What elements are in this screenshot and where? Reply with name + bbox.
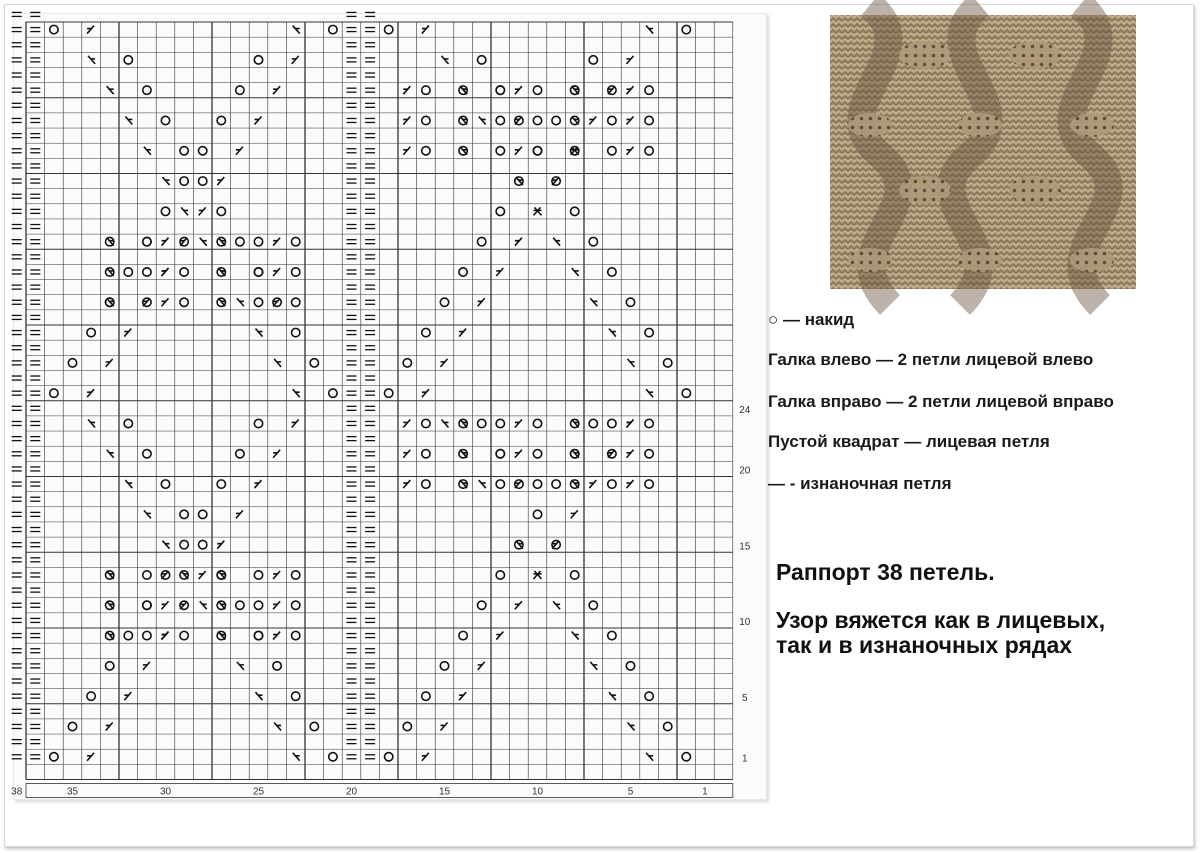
k2tog-left-symbol xyxy=(589,116,596,124)
yo-symbol xyxy=(292,571,300,579)
k2tog-left-symbol xyxy=(627,419,634,427)
k2tog-left-symbol xyxy=(236,510,243,518)
yo-symbol xyxy=(143,450,151,458)
yo-symbol xyxy=(273,662,281,670)
k2tog-right-symbol xyxy=(274,722,281,730)
k2tog-left-symbol xyxy=(571,510,578,518)
k2tog-left-symbol xyxy=(478,298,485,306)
k2tog-right-symbol xyxy=(572,268,579,276)
yo-symbol xyxy=(589,56,597,64)
yo-symbol xyxy=(589,237,597,245)
yo-symbol xyxy=(571,207,579,215)
k2tog-left-symbol xyxy=(627,450,634,458)
k2tog-right-symbol xyxy=(237,298,244,306)
k2tog-left-symbol xyxy=(422,753,429,761)
yo-symbol xyxy=(496,207,504,215)
column-number-label: 35 xyxy=(66,786,79,798)
k2tog-left-symbol xyxy=(403,480,410,488)
k2tog-left-symbol xyxy=(459,329,466,337)
legend-k2tog-left: Галка влево — 2 петли лицевой влево xyxy=(768,350,1094,369)
k2tog-left-symbol xyxy=(273,601,280,609)
k2tog-left-symbol xyxy=(162,268,169,276)
yo-symbol xyxy=(254,571,262,579)
yo-symbol xyxy=(608,147,616,155)
yo-symbol xyxy=(68,722,76,730)
k2tog-right-symbol xyxy=(274,359,281,367)
k2tog-right-symbol xyxy=(628,722,635,730)
yo-symbol xyxy=(422,86,430,94)
k2tog-right-symbol xyxy=(479,116,486,124)
yo-symbol xyxy=(180,298,188,306)
k2tog-left-symbol xyxy=(627,86,634,94)
k2tog-left-symbol xyxy=(496,268,503,276)
k2tog-right-symbol xyxy=(293,26,300,34)
k2tog-left-symbol xyxy=(255,480,262,488)
yo-symbol xyxy=(422,147,430,155)
k2tog-right-symbol xyxy=(293,753,300,761)
k2tog-left-symbol xyxy=(515,450,522,458)
k2tog-left-symbol xyxy=(273,632,280,640)
yo-symbol xyxy=(496,86,504,94)
yo-symbol xyxy=(254,56,262,64)
row-number-label: 1 xyxy=(742,753,748,765)
yo-symbol xyxy=(403,359,411,367)
k2tog-right-symbol xyxy=(553,601,560,609)
k2tog-right-symbol xyxy=(125,480,132,488)
yo-symbol xyxy=(143,571,151,579)
yo-symbol xyxy=(645,692,653,700)
yo-symbol xyxy=(217,116,225,124)
yo-symbol xyxy=(292,268,300,276)
yo-symbol xyxy=(161,207,169,215)
yo-symbol xyxy=(533,86,541,94)
column-number-label: 30 xyxy=(159,786,172,798)
k2tog-left-symbol xyxy=(478,662,485,670)
k2tog-right-symbol xyxy=(256,329,263,337)
k2tog-left-symbol xyxy=(627,56,634,64)
chart-grid xyxy=(11,14,766,799)
yo-symbol xyxy=(199,147,207,155)
k2tog-left-symbol xyxy=(162,238,169,246)
yo-symbol xyxy=(589,601,597,609)
yo-symbol xyxy=(645,147,653,155)
yo-symbol xyxy=(236,601,244,609)
k2tog-left-symbol xyxy=(273,268,280,276)
k2tog-right-symbol xyxy=(553,238,560,246)
yo-symbol xyxy=(50,25,58,33)
k2tog-left-symbol xyxy=(273,238,280,246)
column-number-label: 38 xyxy=(11,786,23,798)
legend-knit: Пустой квадрат — лицевая петля xyxy=(768,432,1050,451)
yo-symbol xyxy=(682,753,690,761)
yo-symbol xyxy=(385,753,393,761)
yo-symbol xyxy=(552,480,560,488)
yo-symbol xyxy=(422,419,430,427)
k2tog-left-symbol xyxy=(627,116,634,124)
yo-symbol xyxy=(143,237,151,245)
k2tog-right-symbol xyxy=(628,359,635,367)
k2tog-left-symbol xyxy=(403,419,410,427)
yo-symbol xyxy=(217,207,225,215)
k2tog-left-symbol xyxy=(403,86,410,94)
k2tog-left-symbol xyxy=(217,177,224,185)
k2tog-right-symbol xyxy=(200,601,207,609)
k2tog-left-symbol xyxy=(515,601,522,609)
yo-symbol xyxy=(236,86,244,94)
yo-symbol xyxy=(664,722,672,730)
k2tog-right-symbol xyxy=(144,510,151,518)
yo-symbol xyxy=(385,25,393,33)
yo-symbol xyxy=(478,419,486,427)
yo-symbol xyxy=(292,601,300,609)
yo-symbol xyxy=(608,419,616,427)
k2tog-left-symbol xyxy=(217,541,224,549)
yo-symbol xyxy=(236,237,244,245)
yo-symbol xyxy=(440,298,448,306)
k2tog-left-symbol xyxy=(87,389,94,397)
yo-symbol xyxy=(180,268,188,276)
k2tog-left-symbol xyxy=(441,722,448,730)
yo-symbol xyxy=(403,722,411,730)
k2tog-left-symbol xyxy=(515,86,522,94)
k2tog-right-symbol xyxy=(609,692,616,700)
k2tog-left-symbol xyxy=(422,389,429,397)
yo-symbol xyxy=(664,359,672,367)
yo-symbol xyxy=(254,419,262,427)
k2tog-left-symbol xyxy=(459,692,466,700)
yo-symbol xyxy=(329,25,337,33)
yo-symbol xyxy=(496,480,504,488)
k2tog-right-symbol xyxy=(479,480,486,488)
yo-symbol xyxy=(199,177,207,185)
yo-symbol xyxy=(645,450,653,458)
k2tog-right-symbol xyxy=(646,753,653,761)
swatch-texture xyxy=(830,15,1136,289)
yo-symbol xyxy=(143,631,151,639)
k2tog-left-symbol xyxy=(403,450,410,458)
yo-symbol xyxy=(682,25,690,33)
yo-symbol xyxy=(589,419,597,427)
k2tog-right-symbol xyxy=(646,26,653,34)
legend-yo: ○ — накид xyxy=(768,310,855,329)
yo-symbol xyxy=(533,480,541,488)
k2tog-left-symbol xyxy=(106,722,113,730)
k2tog-left-symbol xyxy=(292,419,299,427)
yo-symbol xyxy=(161,480,169,488)
column-number-label: 1 xyxy=(702,786,708,798)
k2tog-left-symbol xyxy=(496,632,503,640)
yo-symbol xyxy=(292,631,300,639)
legend-k2tog-right: Галка вправо — 2 петли лицевой вправо xyxy=(768,392,1114,411)
k2tog-right-symbol xyxy=(88,56,95,64)
k2tog-left-symbol xyxy=(589,480,596,488)
column-number-label: 10 xyxy=(531,786,544,798)
yo-symbol xyxy=(422,116,430,124)
yo-symbol xyxy=(106,662,114,670)
k2tog-right-symbol xyxy=(144,147,151,155)
yo-symbol xyxy=(496,419,504,427)
yo-symbol xyxy=(292,237,300,245)
yo-symbol xyxy=(68,359,76,367)
yo-symbol xyxy=(292,328,300,336)
k2tog-right-symbol xyxy=(181,207,188,215)
k2tog-left-symbol xyxy=(515,238,522,246)
yo-symbol xyxy=(254,268,262,276)
k2tog-right-symbol xyxy=(125,116,132,124)
k2tog-left-symbol xyxy=(273,86,280,94)
k2tog-left-symbol xyxy=(236,147,243,155)
k2tog-left-symbol xyxy=(422,26,429,34)
k2tog-left-symbol xyxy=(292,56,299,64)
k2tog-left-symbol xyxy=(273,571,280,579)
k2tog-right-symbol xyxy=(572,632,579,640)
k2tog-left-symbol xyxy=(403,147,410,155)
k2tog-right-symbol xyxy=(646,389,653,397)
yo-symbol xyxy=(422,692,430,700)
yo-symbol xyxy=(645,480,653,488)
k2tog-right-symbol xyxy=(256,692,263,700)
yo-symbol xyxy=(180,510,188,518)
yo-symbol xyxy=(87,328,95,336)
k2tog-left-symbol xyxy=(162,632,169,640)
yo-symbol xyxy=(496,147,504,155)
yo-symbol xyxy=(124,631,132,639)
knitting-chart xyxy=(13,13,767,800)
yo-symbol xyxy=(310,722,318,730)
yo-symbol xyxy=(422,450,430,458)
yo-symbol xyxy=(496,571,504,579)
yo-symbol xyxy=(571,571,579,579)
k2tog-left-symbol xyxy=(441,359,448,367)
column-number-label: 5 xyxy=(627,786,634,798)
yo-symbol xyxy=(236,450,244,458)
yo-symbol xyxy=(478,237,486,245)
yo-symbol xyxy=(254,601,262,609)
k2tog-left-symbol xyxy=(106,359,113,367)
k2tog-right-symbol xyxy=(293,389,300,397)
k2tog-right-symbol xyxy=(107,86,114,94)
yo-symbol xyxy=(478,601,486,609)
yo-symbol xyxy=(608,268,616,276)
repeat-note: Раппорт 38 петель. xyxy=(776,559,995,585)
row-number-label: 20 xyxy=(739,465,751,477)
yo-symbol xyxy=(645,328,653,336)
k2tog-right-symbol xyxy=(442,56,449,64)
row-number-label: 10 xyxy=(739,617,751,628)
k2tog-right-symbol xyxy=(88,419,95,427)
column-number-label: 15 xyxy=(438,786,451,798)
k2tog-left-symbol xyxy=(162,601,169,609)
k2tog-right-symbol xyxy=(163,177,170,185)
yo-symbol xyxy=(496,450,504,458)
k2tog-left-symbol xyxy=(199,571,206,579)
yo-symbol xyxy=(199,540,207,548)
k2tog-left-symbol xyxy=(515,419,522,427)
yo-symbol xyxy=(645,116,653,124)
pattern-note-line1: Узор вяжется как в лицевых, xyxy=(776,607,1106,633)
yo-symbol xyxy=(254,631,262,639)
yo-symbol xyxy=(440,662,448,670)
yo-symbol xyxy=(422,480,430,488)
pattern-note-line2: так и в изнаночных рядах xyxy=(776,632,1073,658)
k2tog-right-symbol xyxy=(200,238,207,246)
k2tog-right-symbol xyxy=(590,298,597,306)
k2tog-left-symbol xyxy=(255,116,262,124)
k2tog-left-symbol xyxy=(403,116,410,124)
yo-symbol xyxy=(254,298,262,306)
yo-symbol xyxy=(124,56,132,64)
yo-symbol xyxy=(124,419,132,427)
k2tog-left-symbol xyxy=(627,480,634,488)
yo-symbol xyxy=(626,298,634,306)
k2tog-right-symbol xyxy=(442,419,449,427)
yo-symbol xyxy=(459,268,467,276)
yo-symbol xyxy=(143,86,151,94)
yo-symbol xyxy=(161,116,169,124)
yo-symbol xyxy=(552,116,560,124)
yo-symbol xyxy=(385,389,393,397)
k2tog-left-symbol xyxy=(627,147,634,155)
k2tog-left-symbol xyxy=(124,329,131,337)
yo-symbol xyxy=(87,692,95,700)
yo-symbol xyxy=(478,56,486,64)
yo-symbol xyxy=(180,540,188,548)
yo-symbol xyxy=(254,237,262,245)
yo-symbol xyxy=(459,631,467,639)
yo-symbol xyxy=(608,116,616,124)
k2tog-left-symbol xyxy=(162,298,169,306)
k2tog-right-symbol xyxy=(590,662,597,670)
row-number-label: 5 xyxy=(742,692,748,704)
yo-symbol xyxy=(50,753,58,761)
yo-symbol xyxy=(645,419,653,427)
yo-symbol xyxy=(533,510,541,518)
yo-symbol xyxy=(608,631,616,639)
yo-symbol xyxy=(608,480,616,488)
k2tog-right-symbol xyxy=(163,541,170,549)
yo-symbol xyxy=(124,268,132,276)
notes xyxy=(776,560,1196,658)
yo-symbol xyxy=(329,389,337,397)
yo-symbol xyxy=(645,86,653,94)
yo-symbol xyxy=(180,147,188,155)
k2tog-left-symbol xyxy=(87,26,94,34)
yo-symbol xyxy=(143,601,151,609)
yo-symbol xyxy=(533,116,541,124)
yo-symbol xyxy=(50,389,58,397)
column-number-label: 25 xyxy=(252,786,265,798)
yo-symbol xyxy=(682,389,690,397)
k2tog-right-symbol xyxy=(237,662,244,670)
yo-symbol xyxy=(292,298,300,306)
yo-symbol xyxy=(533,147,541,155)
row-number-label: 24 xyxy=(739,404,751,416)
k2tog-left-symbol xyxy=(87,753,94,761)
yo-symbol xyxy=(422,328,430,336)
column-number-label: 20 xyxy=(345,786,358,798)
yo-symbol xyxy=(180,631,188,639)
yo-symbol xyxy=(180,177,188,185)
k2tog-left-symbol xyxy=(124,692,131,700)
yo-symbol xyxy=(626,662,634,670)
yo-symbol xyxy=(329,753,337,761)
yo-symbol xyxy=(143,268,151,276)
yo-symbol xyxy=(217,480,225,488)
yo-symbol xyxy=(533,419,541,427)
yo-symbol xyxy=(310,359,318,367)
legend-purl: — - изнаночная петля xyxy=(768,474,952,493)
yo-symbol xyxy=(496,116,504,124)
k2tog-left-symbol xyxy=(515,147,522,155)
yo-symbol xyxy=(533,450,541,458)
k2tog-right-symbol xyxy=(609,329,616,337)
k2tog-left-symbol xyxy=(143,662,150,670)
row-number-label: 15 xyxy=(739,541,751,553)
yo-symbol xyxy=(199,510,207,518)
knitted-swatch-photo xyxy=(830,15,1136,289)
yo-symbol xyxy=(292,692,300,700)
k2tog-right-symbol xyxy=(107,450,114,458)
k2tog-left-symbol xyxy=(273,450,280,458)
k2tog-left-symbol xyxy=(199,207,206,215)
